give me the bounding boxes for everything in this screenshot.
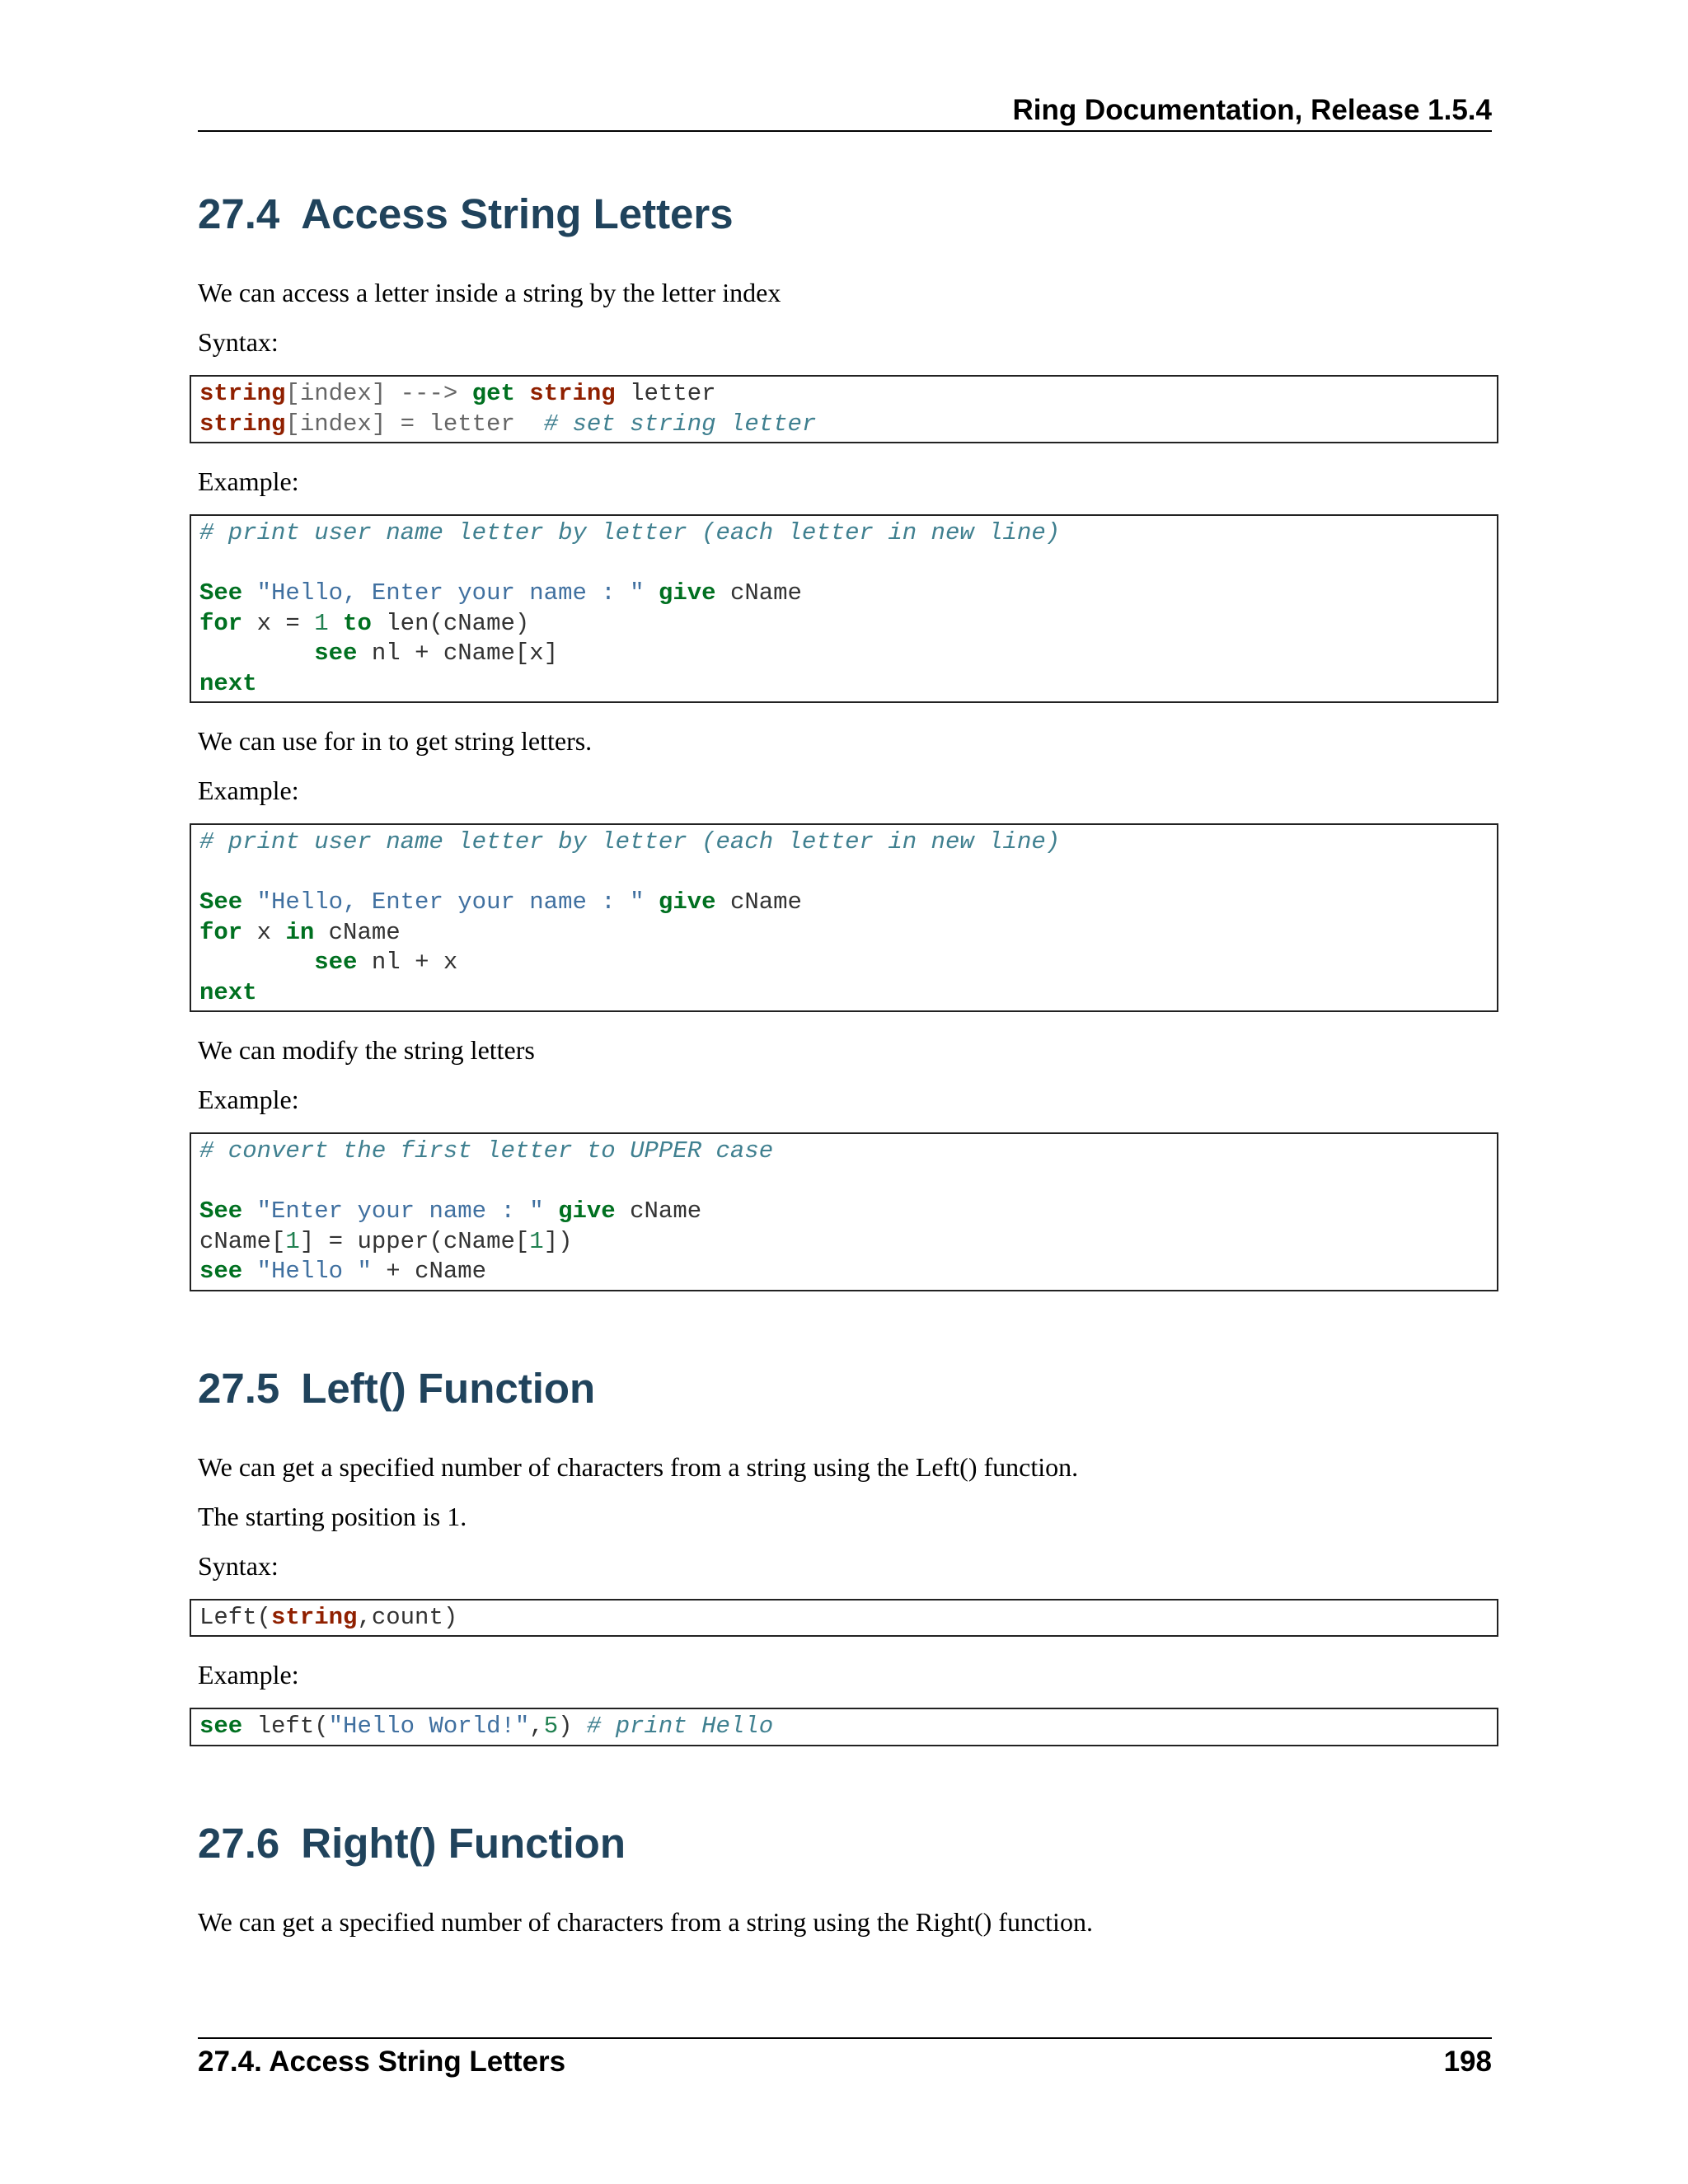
example-label: Example: (198, 466, 299, 496)
section-spacer (198, 1313, 1508, 1364)
code-line: # print user name letter by letter (each letter in new line) (199, 828, 1061, 855)
syntax-label: Syntax: (198, 1550, 279, 1581)
example-label: Example: (198, 776, 299, 805)
paragraph: We can use for in to get string letters. (198, 726, 593, 756)
paragraph: We can access a letter inside a string by the letter index (198, 278, 781, 307)
code-block-example-3 (190, 1132, 1498, 1291)
code-line: see left("Hello World!",5) # print Hello (199, 1713, 774, 1740)
code-block-example-1 (190, 514, 1498, 703)
paragraph: We can get a specified number of characters from a string using the Right() function. (198, 1906, 1093, 1937)
code-block-example-2 (190, 823, 1498, 1012)
code-line: for x = 1 to len(cName) (199, 609, 530, 637)
section-spacer (198, 1768, 1508, 1819)
paragraph: We can get a specified number of characters from a string using the Left() function. (198, 1451, 1079, 1482)
code-line: string[index] = letter # set string letter (199, 410, 817, 438)
syntax-label: Syntax: (198, 327, 279, 357)
section-title: Right() Function (301, 1819, 626, 1867)
section-heading-27-4 (198, 190, 1508, 239)
section-title: Access String Letters (301, 190, 734, 237)
section-number: 27.6 (198, 1819, 280, 1867)
section-number: 27.5 (198, 1364, 280, 1412)
code-line: # print user name letter by letter (each letter in new line) (199, 519, 1061, 546)
code-line: see nl + x (314, 949, 458, 976)
section-number: 27.4 (198, 190, 280, 237)
code-block-left-syntax (190, 1599, 1498, 1638)
footer-section-title: 27.4. Access String Letters (198, 2046, 566, 2078)
code-line: next (199, 669, 257, 697)
code-line-blank (199, 549, 1489, 579)
section-heading-27-6 (198, 1819, 1508, 1868)
page-number: 198 (1443, 2046, 1492, 2078)
code-line: see nl + cName[x] (314, 640, 559, 667)
code-line-blank (199, 1167, 1489, 1197)
code-line: see "Hello " + cName (199, 1258, 487, 1285)
paragraph: The starting position is 1. (198, 1501, 467, 1531)
code-line: See "Hello, Enter your name : " give cName (199, 579, 802, 607)
section-title: Left() Function (301, 1364, 596, 1412)
page-content (198, 190, 1508, 1955)
document-title: Ring Documentation, Release 1.5.4 (1012, 94, 1492, 126)
running-header (198, 92, 1492, 132)
code-line: See "Hello, Enter your name : " give cName (199, 888, 802, 916)
code-line: next (199, 978, 257, 1006)
code-line: string[index] ---> get string letter (199, 380, 716, 407)
example-label: Example: (198, 1085, 299, 1114)
example-label: Example: (198, 1660, 299, 1690)
code-line: See "Enter your name : " give cName (199, 1197, 702, 1225)
code-line: # convert the first letter to UPPER case (199, 1137, 774, 1165)
section-heading-27-5 (198, 1364, 1508, 1413)
code-block-left-example (190, 1708, 1498, 1746)
code-line: Left(string,count) (199, 1603, 458, 1631)
code-line: for x in cName (199, 918, 401, 946)
code-block-syntax (190, 375, 1498, 443)
code-line: cName[1] = upper(cName[1]) (199, 1227, 573, 1255)
paragraph: We can modify the string letters (198, 1035, 535, 1065)
running-footer (198, 2037, 1492, 2079)
code-line-blank (199, 858, 1489, 888)
